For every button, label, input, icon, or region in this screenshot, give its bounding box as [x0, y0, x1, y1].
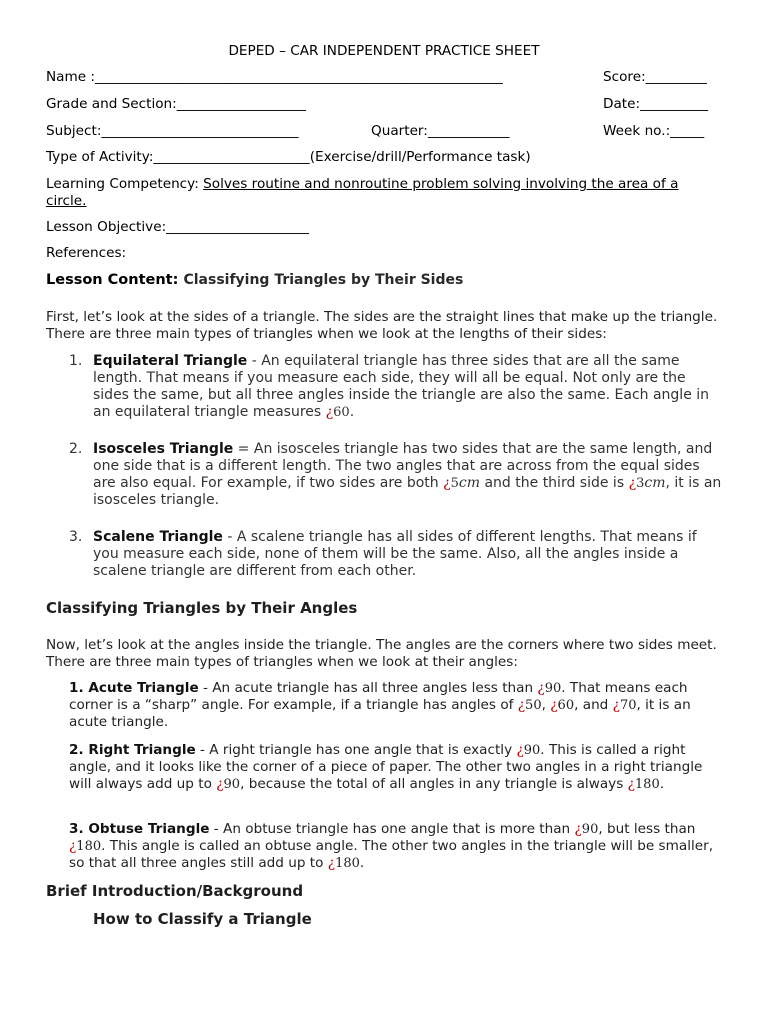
description: . That means each corner is a “sharp” angle. For example, if a triangle has angles of [69, 680, 688, 713]
term-right: 2. Right Triangle [69, 742, 196, 758]
side-unit: cm [644, 475, 666, 491]
background-subheading: How to Classify a Triangle [93, 910, 312, 928]
date-field: Date:__________ [603, 96, 709, 112]
angle-value: 90 [223, 777, 241, 792]
degree-mark: ¿ [516, 742, 524, 758]
degree-mark: ¿ [627, 776, 635, 792]
angles-intro: Now, let’s look at the angles inside the triangle. The angles are the corners where two sides meet. There are three main types of triangles when we look at their angles: [46, 637, 717, 670]
angle-value: 60 [333, 405, 350, 420]
angle-value: 90 [523, 743, 541, 758]
description: - A right triangle has one angle that is exactly [195, 742, 517, 758]
sheet-title: DEPED – CAR INDEPENDENT PRACTICE SHEET [228, 43, 540, 59]
lesson-objective-field: Lesson Objective:_____________________ [46, 219, 309, 235]
side-unit: cm [458, 475, 481, 491]
angle-value: 70 [619, 698, 637, 713]
description: An isosceles triangle has two sides that are the same length, and one side that is a different length. The two angles that are across from the equal sides are also equal. For example, if two sides are both [93, 441, 713, 491]
separator: - [222, 529, 237, 545]
subject-field: Subject:_____________________________ [46, 123, 299, 139]
description: A scalene triangle has all sides of different lengths. That means if you measure each side, none of them will be the same. Also, all the angles inside a scalene triangle are different from each other. [93, 529, 697, 579]
side-value: 5 [450, 476, 459, 491]
separator: = [233, 441, 254, 457]
term-obtuse: 3. Obtuse Triangle [69, 821, 210, 837]
description: , and [574, 697, 613, 713]
list-item-isosceles [93, 441, 723, 509]
description: , it is an acute triangle. [69, 697, 691, 730]
description: . [659, 776, 665, 792]
degree-mark: ¿ [517, 697, 526, 713]
description: . This is called a right angle, and it looks like the corner of a piece of paper. The other two angles in a right triangle will always add up to [69, 742, 703, 792]
term-equilateral: Equilateral Triangle [93, 353, 248, 369]
references-field: References: [46, 245, 127, 261]
sides-intro: First, let’s look at the sides of a triangle. The sides are the straight lines that make up the triangle. There are three main types of triangles when we look at the lengths of their sides: [46, 309, 718, 342]
description: , [541, 697, 551, 713]
description: . This angle is called an obtuse angle. The other two angles in the triangle will be smaller, so that all three angles still add up to [69, 838, 714, 871]
term-acute: 1. Acute Triangle [69, 680, 199, 696]
degree-mark: ¿ [574, 821, 582, 837]
description: . [359, 855, 365, 871]
description: , but less than [598, 821, 696, 837]
angle-value: 180 [634, 777, 660, 792]
description-end: , it is an isosceles triangle. [93, 475, 722, 508]
degree-mark: ¿ [550, 697, 558, 713]
measure-mark: ¿ [443, 475, 451, 491]
score-field: Score:_________ [603, 69, 707, 85]
list-number-3: 3. [69, 529, 83, 545]
learning-competency [46, 176, 718, 210]
period: . [349, 404, 355, 420]
degree-mark: ¿ [327, 855, 336, 871]
description: - An acute triangle has all three angles less than [198, 680, 538, 696]
description-mid: and the third side is [480, 475, 629, 491]
list-item-right [69, 742, 721, 793]
degree-mark: ¿ [216, 776, 224, 792]
lesson-content-label: Lesson Content: [46, 272, 184, 288]
term-isosceles: Isosceles Triangle [93, 441, 234, 457]
lesson-content-heading [46, 272, 463, 289]
week-field: Week no.:_____ [603, 123, 705, 139]
quarter-field: Quarter:____________ [371, 123, 510, 139]
competency-text: Solves routine and nonroutine problem solving involving the area of a circle. [46, 176, 679, 209]
list-item-obtuse [69, 821, 721, 872]
term-scalene: Scalene Triangle [93, 529, 223, 545]
name-field: Name :____________________________________________________________ [46, 69, 503, 85]
angle-value: 50 [525, 698, 542, 713]
angle-value: 90 [581, 822, 599, 837]
measure-mark: ¿ [628, 475, 637, 491]
list-item-scalene [93, 529, 717, 580]
list-number-2: 2. [69, 441, 83, 457]
description: An equilateral triangle has three sides that are all the same length. That means if you measure each side, they will all be equal. Not only are the sides the same, but all three angles inside the triangle are also the same. Each angle in an equilateral triangle measures [93, 353, 710, 420]
angle-value: 90 [544, 681, 562, 696]
side-value: 3 [636, 476, 645, 491]
degree-mark: ¿ [69, 838, 77, 854]
description: - An obtuse triangle has one angle that is more than [209, 821, 575, 837]
degree-mark: ¿ [612, 697, 620, 713]
degree-mark: ¿ [537, 680, 545, 696]
angle-value: 60 [557, 698, 575, 713]
lesson-content-title: Classifying Triangles by Their Sides [183, 272, 464, 288]
list-number-1: 1. [69, 353, 83, 369]
grade-section-field: Grade and Section:___________________ [46, 96, 306, 112]
separator: - [247, 353, 262, 369]
list-item-equilateral [93, 353, 719, 421]
background-heading: Brief Introduction/Background [46, 882, 304, 900]
angle-value: 180 [76, 839, 102, 854]
description: , because the total of all angles in any triangle is always [240, 776, 628, 792]
angle-value: 180 [335, 856, 360, 871]
activity-type-field: Type of Activity:_______________________(Exercise/drill/Performance task) [46, 149, 531, 165]
competency-label: Learning Competency: [46, 176, 204, 192]
angles-heading: Classifying Triangles by Their Angles [46, 599, 358, 617]
degree-mark: ¿ [325, 404, 334, 420]
list-item-acute [69, 680, 721, 731]
